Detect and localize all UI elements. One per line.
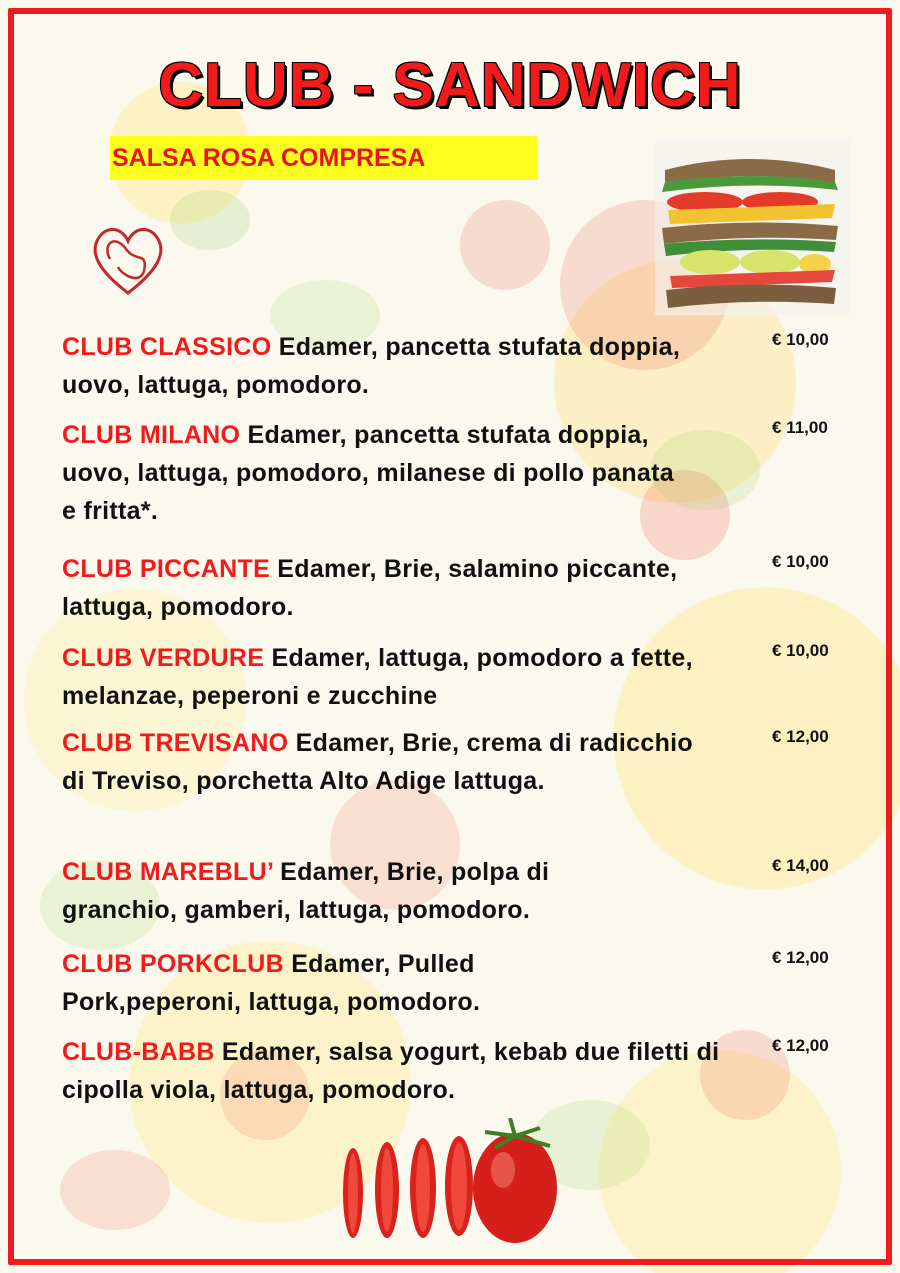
item-name: CLUB MILANO — [62, 421, 241, 449]
item-price: € 12,00 — [772, 948, 829, 967]
item-price: € 12,00 — [772, 727, 829, 746]
sandwich-illustration — [650, 140, 850, 315]
item-description: Edamer, Brie, crema di radicchio di Treviso, porchetta Alto Adige lattuga. — [62, 729, 693, 795]
menu-item-babb — [62, 1033, 752, 1109]
subtitle-banner: SALSA ROSA COMPRESA — [110, 136, 538, 180]
item-description: Edamer, pancetta stufata doppia, uovo, lattuga, pomodoro. — [62, 333, 681, 399]
item-name: CLUB-BABB — [62, 1038, 215, 1066]
item-name: CLUB VERDURE — [62, 644, 265, 672]
item-name: CLUB CLASSICO — [62, 333, 272, 361]
item-price: € 14,00 — [772, 856, 829, 875]
item-price: € 10,00 — [772, 641, 829, 660]
item-name: CLUB MAREBLU’ — [62, 858, 273, 886]
menu-item-porkclub — [62, 945, 752, 1021]
item-description: Edamer, lattuga, pomodoro a fette, melanzae, peperoni e zucchine — [62, 644, 693, 710]
item-price: € 10,00 — [772, 330, 829, 349]
item-name: CLUB TREVISANO — [62, 729, 289, 757]
item-description: Edamer, Pulled Pork,peperoni, lattuga, pomodoro. — [62, 950, 481, 1016]
item-price: € 12,00 — [772, 1036, 829, 1055]
heart-logo-icon — [88, 215, 168, 305]
menu-item-classico — [62, 328, 752, 404]
menu-item-mareblu — [62, 853, 752, 929]
menu-item-trevisano — [62, 724, 752, 800]
item-description: Edamer, pancetta stufata doppia, uovo, lattuga, pomodoro, milanese di pollo panata e fritta*. — [62, 421, 674, 525]
item-price: € 11,00 — [772, 418, 828, 437]
menu-item-milano — [62, 416, 752, 530]
menu-item-verdure — [62, 639, 752, 715]
menu-item-piccante — [62, 550, 752, 626]
page-title: CLUB - SANDWICH — [158, 51, 742, 120]
item-name: CLUB PORKCLUB — [62, 950, 284, 978]
sliced-tomato-illustration — [335, 1118, 570, 1253]
item-description: Edamer, Brie, polpa di granchio, gamberi, lattuga, pomodoro. — [62, 858, 550, 924]
item-name: CLUB PICCANTE — [62, 555, 271, 583]
item-price: € 10,00 — [772, 552, 829, 571]
item-description: Edamer, Brie, salamino piccante, lattuga, pomodoro. — [62, 555, 678, 621]
item-description: Edamer, salsa yogurt, kebab due filetti di cipolla viola, lattuga, pomodoro. — [62, 1038, 720, 1104]
